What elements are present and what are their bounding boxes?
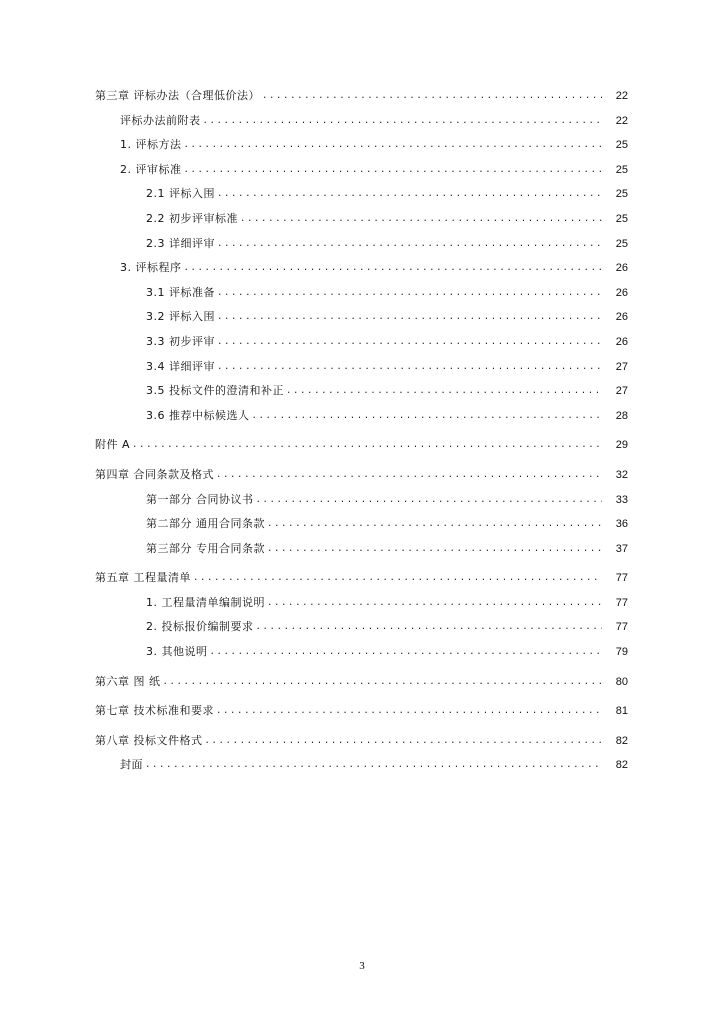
toc-entry[interactable] <box>0 753 724 778</box>
toc-entry[interactable] <box>0 109 724 134</box>
toc-dot-leader <box>217 232 602 257</box>
toc-entry-title: 附件 A <box>95 438 131 452</box>
toc-entry-page: 77 <box>615 621 628 634</box>
toc-entry[interactable] <box>0 330 724 355</box>
toc-entry-page: 25 <box>615 212 628 225</box>
toc-entry-page: 27 <box>615 385 628 398</box>
toc-dot-leader <box>267 512 602 537</box>
toc-entry-page: 26 <box>615 311 628 324</box>
toc-entry-title: 2.3 详细评审 <box>146 236 215 250</box>
toc-dot-leader <box>203 109 603 134</box>
toc-dot-leader <box>163 670 603 695</box>
toc-entry-title: 第三部分 专用合同条款 <box>146 541 265 555</box>
toc-entry-page: 22 <box>615 114 628 127</box>
toc-entry-title: 3.5 投标文件的澄清和补正 <box>146 384 284 398</box>
toc-entry-page: 79 <box>615 646 628 659</box>
toc-entry-title: 第一部分 合同协议书 <box>146 492 254 506</box>
toc-dot-leader <box>256 488 603 513</box>
toc-entry-page: 32 <box>615 468 628 481</box>
toc-entry-title: 第六章 图 纸 <box>95 674 161 688</box>
toc-entry[interactable] <box>0 488 724 513</box>
toc-entry[interactable] <box>0 433 724 458</box>
toc-dot-leader <box>240 207 602 232</box>
toc-entry-title: 第二部分 通用合同条款 <box>146 517 265 531</box>
toc-entry-title: 1. 评标方法 <box>120 138 182 152</box>
toc-entry[interactable] <box>0 281 724 306</box>
toc-entry-title: 第三章 评标办法（合理低价法） <box>95 89 260 102</box>
toc-entry-page: 82 <box>615 734 628 747</box>
toc-entry-title: 第八章 投标文件格式 <box>95 733 203 747</box>
toc-entry-page: 28 <box>615 409 628 422</box>
toc-entry[interactable] <box>0 537 724 562</box>
toc-entry[interactable] <box>0 355 724 380</box>
toc-entry-page: 25 <box>615 237 628 250</box>
toc-dot-leader <box>184 256 603 281</box>
toc-entry-page: 25 <box>615 188 628 201</box>
toc-entry-page: 29 <box>615 439 628 452</box>
toc-entry[interactable] <box>0 640 724 665</box>
toc-entry-page: 77 <box>615 596 628 609</box>
toc-dot-leader <box>184 133 603 158</box>
toc-entry-title: 3.2 评标入围 <box>146 310 215 324</box>
toc-entry[interactable] <box>0 404 724 429</box>
toc-entry[interactable] <box>0 512 724 537</box>
toc-entry[interactable] <box>0 615 724 640</box>
toc-entry[interactable] <box>0 133 724 158</box>
toc-entry-title: 3.1 评标准备 <box>146 285 215 299</box>
toc-entry-title: 1. 工程量清单编制说明 <box>146 595 265 609</box>
toc-dot-leader <box>217 182 602 207</box>
toc-dot-leader <box>286 379 602 404</box>
toc-entry[interactable] <box>0 463 724 488</box>
toc-entry-title: 2. 评审标准 <box>120 162 182 176</box>
toc-entry-title: 封面 <box>120 758 143 772</box>
toc-entry-page: 26 <box>615 286 628 299</box>
toc-dot-leader <box>193 566 602 591</box>
toc-dot-leader <box>262 84 602 109</box>
toc-entry[interactable] <box>0 729 724 754</box>
toc-entry[interactable] <box>0 591 724 616</box>
toc-entry-title: 3. 评标程序 <box>120 261 182 275</box>
toc-entry-page: 80 <box>615 675 628 688</box>
toc-entry-title: 2. 投标报价编制要求 <box>146 620 254 634</box>
toc-entry[interactable] <box>0 232 724 257</box>
toc-entry[interactable] <box>0 207 724 232</box>
toc-entry-page: 25 <box>615 139 628 152</box>
toc-entry-page: 26 <box>615 262 628 275</box>
toc-dot-leader <box>217 281 602 306</box>
toc-entry[interactable] <box>0 379 724 404</box>
toc-entry[interactable] <box>0 158 724 183</box>
toc-entry-title: 2.1 评标入围 <box>146 187 215 201</box>
toc-dot-leader <box>216 699 602 724</box>
toc-entry-page: 37 <box>615 542 628 555</box>
toc-entry-page: 82 <box>615 759 628 772</box>
toc-dot-leader <box>256 615 603 640</box>
toc-entry-page: 22 <box>615 90 628 102</box>
toc-entry-title: 第五章 工程量清单 <box>95 571 191 585</box>
toc-entry[interactable] <box>0 699 724 724</box>
toc-entry-title: 2.2 初步评审标准 <box>146 211 238 225</box>
toc-dot-leader <box>210 640 603 665</box>
toc-dot-leader <box>217 305 602 330</box>
toc-entry-title: 3. 其他说明 <box>146 645 208 659</box>
toc-entry[interactable] <box>0 84 724 109</box>
toc-entry-page: 33 <box>615 493 628 506</box>
toc-dot-leader <box>132 433 602 458</box>
toc-dot-leader <box>184 158 603 183</box>
toc-dot-leader <box>216 463 602 488</box>
toc-entry-page: 36 <box>615 518 628 531</box>
toc-entry-page: 27 <box>615 360 628 373</box>
toc-entry-title: 第七章 技术标准和要求 <box>95 704 214 718</box>
toc-dot-leader <box>205 729 603 754</box>
page-number: 3 <box>359 960 365 972</box>
toc-entry-page: 77 <box>615 572 628 585</box>
toc-dot-leader <box>267 591 602 616</box>
toc-entry-title: 3.4 详细评审 <box>146 359 215 373</box>
toc-entry[interactable] <box>0 256 724 281</box>
toc-entry[interactable] <box>0 305 724 330</box>
toc-entry-title: 3.3 初步评审 <box>146 334 215 348</box>
toc-dot-leader <box>267 537 602 562</box>
toc-dot-leader <box>217 330 602 355</box>
toc-entry[interactable] <box>0 566 724 591</box>
toc-entry-title: 第四章 合同条款及格式 <box>95 467 214 481</box>
toc-entry[interactable] <box>0 670 724 695</box>
toc-entry[interactable] <box>0 182 724 207</box>
toc-entry-page: 25 <box>615 163 628 176</box>
toc-entry-page: 26 <box>615 335 628 348</box>
toc-dot-leader <box>217 355 602 380</box>
toc-entry-page: 81 <box>615 705 628 718</box>
toc-entry-title: 评标办法前附表 <box>120 113 201 127</box>
toc-dot-leader <box>145 753 602 778</box>
toc-entry-title: 3.6 推荐中标候选人 <box>146 408 250 422</box>
toc-dot-leader <box>252 404 603 429</box>
table-of-contents <box>0 84 724 778</box>
